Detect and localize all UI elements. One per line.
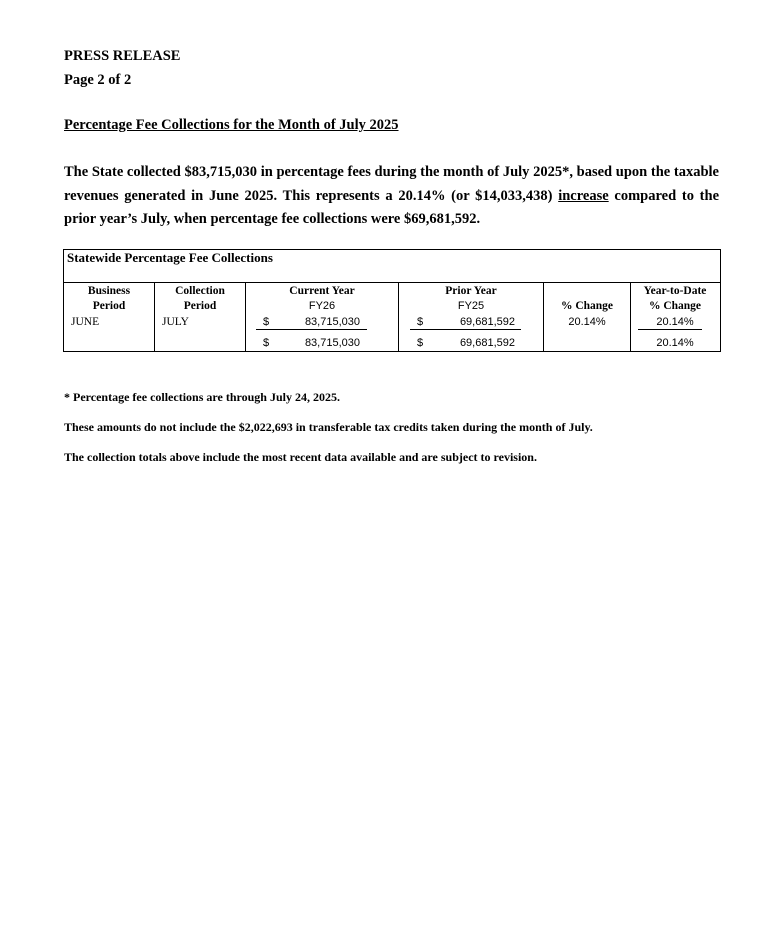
- paragraph-text-2: compared to the prior year’s July, when percentage fee collections were $69,681,592.: [64, 187, 720, 227]
- total-py-currency: $: [417, 337, 424, 349]
- paragraph-underlined-word: increase: [558, 187, 609, 204]
- header-ytd-change: Year-to-Date % Change: [643, 285, 707, 312]
- subtotal-underline: [256, 329, 367, 330]
- summary-paragraph: [64, 161, 719, 232]
- paragraph-text-1: The State collected $83,715,030 in percentage fees during the month of July 2025*, based upon the taxable revenues generated in June 2025. This represents a 20.14% (or $14,033,438): [64, 164, 719, 204]
- footnote-revision: The collection totals above include the most recent data available and are subject to revision.: [64, 450, 537, 464]
- footnote-tax-credits: These amounts do not include the $2,022,693 in transferable tax credits taken during the month of July.: [64, 420, 593, 434]
- total-cy-currency: $: [263, 337, 270, 349]
- page-number: Page 2 of 2: [64, 72, 132, 88]
- total-cy-value: 83,715,030: [304, 337, 360, 349]
- cell-collection-period: JULY: [162, 316, 189, 328]
- header-current-year: Current Year FY26: [289, 285, 355, 312]
- cell-business-period: JUNE: [71, 316, 100, 328]
- header-pct-change: % Change: [560, 300, 614, 312]
- table-title: Statewide Percentage Fee Collections: [67, 250, 273, 265]
- cell-py-value: 69,681,592: [459, 316, 515, 328]
- section-title: Percentage Fee Collections for the Month of July 2025: [64, 117, 399, 133]
- header-business-period: Business Period: [87, 285, 131, 312]
- cell-py-currency: $: [417, 316, 424, 328]
- subtotal-underline: [410, 329, 521, 330]
- total-ytd-change: 20.14%: [656, 337, 694, 349]
- header-collection-period: Collection Period: [175, 285, 225, 312]
- press-release-label: PRESS RELEASE: [64, 48, 181, 64]
- subtotal-underline: [638, 329, 702, 330]
- cell-cy-value: 83,715,030: [304, 316, 360, 328]
- cell-pct-change: 20.14%: [568, 316, 606, 328]
- header-prior-year: Prior Year FY25: [445, 285, 497, 312]
- cell-cy-currency: $: [263, 316, 270, 328]
- footnote-collection-date: * Percentage fee collections are through July 24, 2025.: [64, 390, 340, 404]
- cell-ytd-change: 20.14%: [656, 316, 694, 328]
- total-py-value: 69,681,592: [459, 337, 515, 349]
- table-header-divider: [63, 282, 720, 283]
